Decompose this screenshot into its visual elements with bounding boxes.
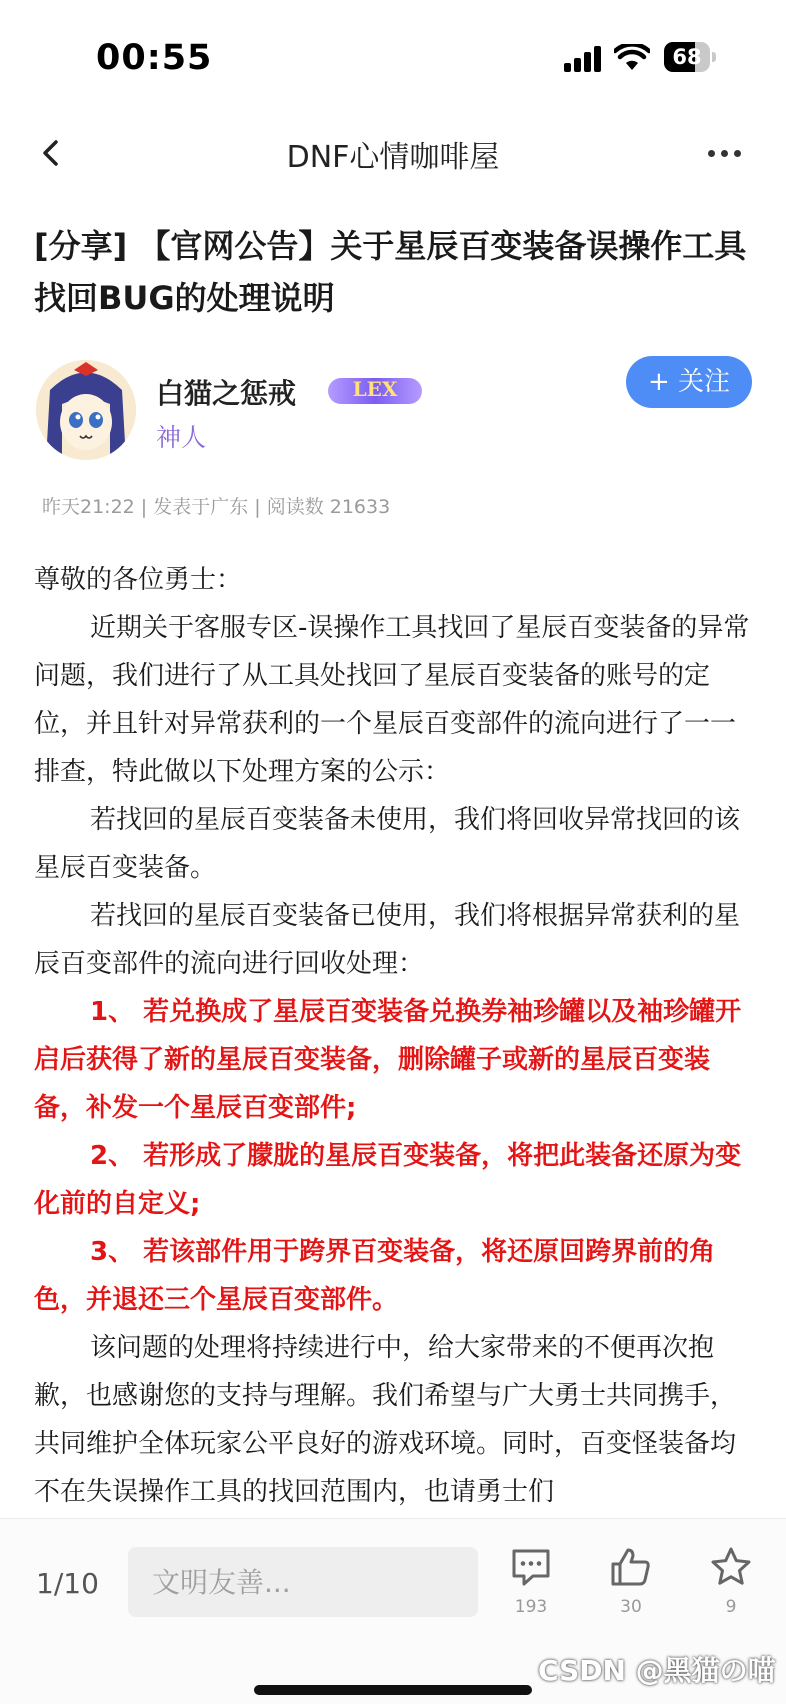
like-button[interactable]: [596, 1545, 666, 1617]
favorite-button[interactable]: [696, 1545, 766, 1617]
comment-icon: [509, 1545, 553, 1589]
level-badge-label: LEX: [352, 377, 398, 401]
forum-title[interactable]: DNF心情咖啡屋: [286, 140, 500, 175]
battery-percent: 68: [672, 45, 702, 69]
comment-button[interactable]: [496, 1545, 566, 1617]
page-indicator[interactable]: 1/10: [36, 1567, 99, 1600]
wifi-icon: [614, 44, 650, 72]
body-paragraph: 近期关于客服专区-误操作工具找回了星辰百变装备的异常问题，我们进行了从工具处找回了星辰百变装备的账号的定位，并且针对异常获利的一个星辰百变部件的流向进行了一一排查，特此做以下处理方案的公示：: [34, 613, 750, 787]
post-body: [34, 556, 754, 1516]
post-meta: 昨天21:22 | 发表于广东 | 阅读数 21633: [42, 496, 391, 518]
like-count: 30: [620, 1597, 642, 1617]
avatar-image: [36, 360, 136, 460]
body-paragraph-highlight: 1、 若兑换成了星辰百变装备兑换券袖珍罐以及袖珍罐开启后获得了新的星辰百变装备，删除罐子或新的星辰百变装备，补发一个星辰百变部件;: [34, 997, 742, 1123]
level-badge: [318, 374, 432, 408]
nav-bar: [0, 118, 786, 188]
post-title: [分享] 【官网公告】关于星辰百变装备误操作工具找回BUG的处理说明: [34, 227, 747, 317]
watermark: CSDN @黑猫の喵: [538, 1654, 776, 1687]
body-paragraph-highlight: 3、 若该部件用于跨界百变装备，将还原回跨界前的角色，并退还三个星辰百变部件。: [34, 1237, 716, 1315]
comment-input[interactable]: [128, 1547, 478, 1617]
thumbs-up-icon: [609, 1545, 653, 1589]
battery-icon: [664, 42, 716, 72]
follow-button[interactable]: + 关注: [626, 356, 752, 408]
comment-count: 193: [514, 1597, 548, 1617]
body-paragraph: 该问题的处理将持续进行中，给大家带来的不便再次抱歉，也感谢您的支持与理解。我们希望与广大勇士共同携手，共同维护全体玩家公平良好的游戏环境。同时，百变怪装备均不在失误操作工具的找回范围内，也请勇士们: [34, 1333, 737, 1507]
body-paragraph: 尊敬的各位勇士：: [34, 565, 243, 595]
status-bar: [0, 0, 786, 118]
body-paragraph: 若找回的星辰百变装备已使用，我们将根据异常获利的星辰百变部件的流向进行回收处理：: [34, 901, 741, 979]
body-paragraph: 若找回的星辰百变装备未使用，我们将回收异常找回的该星辰百变装备。: [34, 805, 741, 883]
avatar[interactable]: [36, 360, 136, 460]
bottom-bar: [0, 1518, 786, 1704]
status-time: 00:55: [96, 38, 213, 78]
more-horizontal-icon[interactable]: [708, 150, 742, 158]
author-name[interactable]: 白猫之惩戒: [156, 377, 297, 410]
favorite-count: 9: [725, 1597, 737, 1617]
author-title: 神人: [156, 423, 207, 452]
star-icon: [709, 1545, 753, 1589]
home-indicator[interactable]: [254, 1685, 532, 1695]
body-paragraph-highlight: 2、 若形成了朦胧的星辰百变装备，将把此装备还原为变化前的自定义;: [34, 1141, 742, 1219]
cellular-signal-icon: [564, 46, 604, 72]
